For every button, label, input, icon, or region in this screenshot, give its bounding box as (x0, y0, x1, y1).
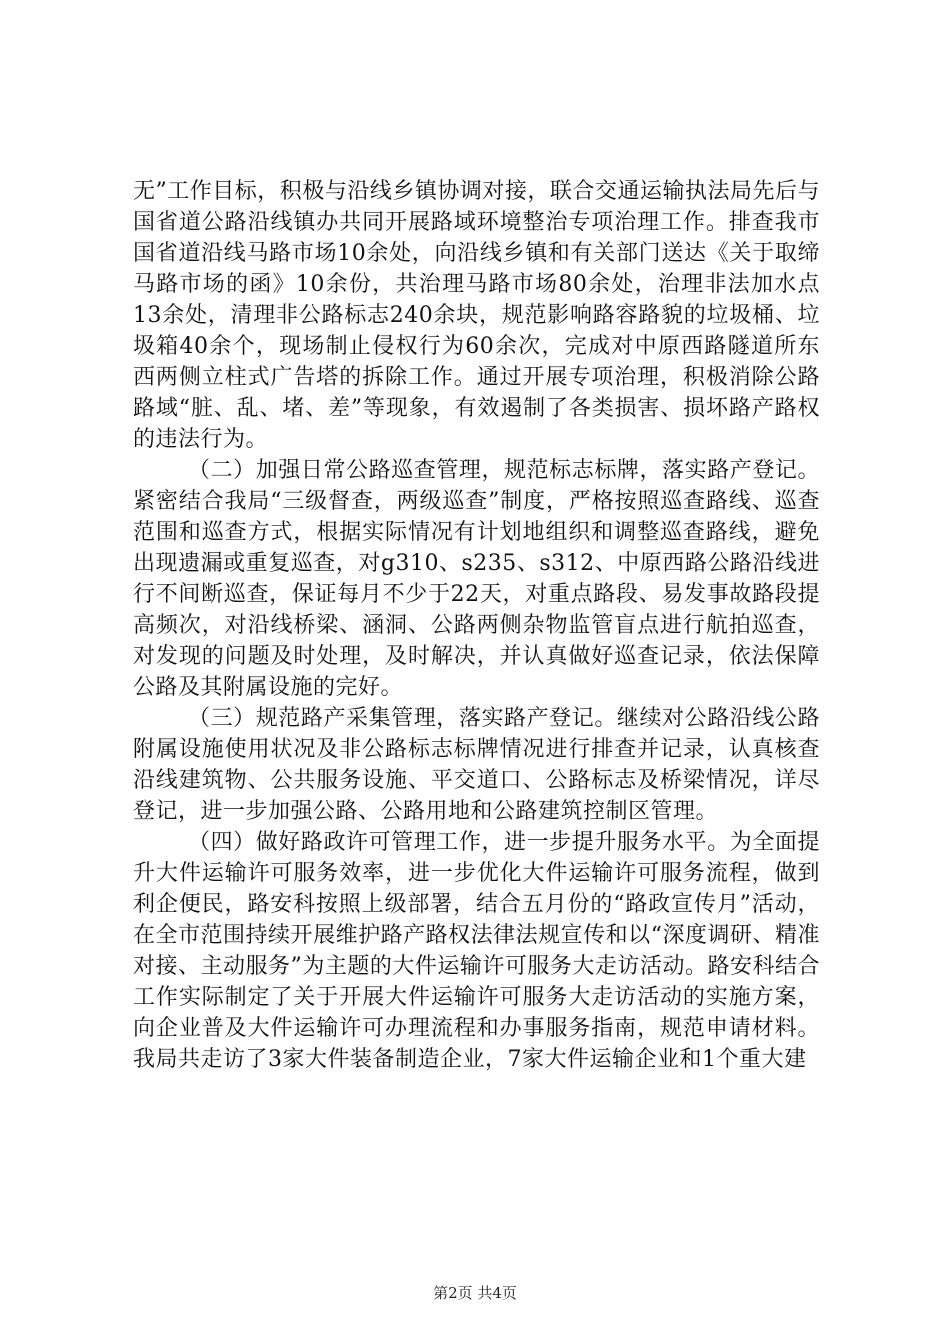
page-footer: 第2页 共4页 (433, 1284, 517, 1302)
paragraph-section-2: （二）加强日常公路巡查管理，规范标志标牌，落实路产登记。紧密结合我局“三级督查，两级巡查”制度，严格按照巡查路线、巡查范围和巡查方式，根据实际情况有计划地组织和调整巡查路线，避免出现遗漏或重复巡查，对g310、s235、s312、中原西路公路沿线进行不间断巡查，保证每月不少于22天，对重点路段、易发事故路段提高频次，对沿线桥梁、涵洞、公路两侧杂物监管盲点进行航拍巡查，对发现的问题及时处理，及时解决，并认真做好巡查记录，依法保障公路及其附属设施的完好。 (133, 458, 820, 700)
paragraph-section-3: （三）规范路产采集管理，落实路产登记。继续对公路沿线公路附属设施使用状况及非公路标志标牌情况进行排查并记录，认真核查沿线建筑物、公共服务设施、平交道口、公路标志及桥梁情况，详尽登记，进一步加强公路、公路用地和公路建筑控制区管理。 (133, 706, 820, 824)
paragraph-section-4: （四）做好路政许可管理工作，进一步提升服务水平。为全面提升大件运输许可服务效率，进一步优化大件运输许可服务流程，做到利企便民，路安科按照上级部署，结合五月份的“路政宣传月”活动，在全市范围持续开展维护路产路权法律法规宣传和以“深度调研、精准对接、主动服务”为主题的大件运输许可服务大走访活动。路安科结合工作实际制定了关于开展大件运输许可服务大走访活动的实施方案，向企业普及大件运输许可办理流程和办事服务指南，规范申请材料。我局共走访了3家大件装备制造企业，7家大件运输企业和1个重大建 (133, 830, 820, 1072)
paragraph-continuation: 无”工作目标，积极与沿线乡镇协调对接，联合交通运输执法局先后与国省道公路沿线镇办共同开展路域环境整治专项治理工作。排查我市国省道沿线马路市场10余处，向沿线乡镇和有关部门送达《关于取缔马路市场的函》10余份，共治理马路市场80余处，治理非法加水点13余处，清理非公路标志240余块，规范影响路容路貌的垃圾桶、垃圾箱40余个，现场制止侵权行为60余次，完成对中原西路隧道所东西两侧立柱式广告塔的拆除工作。通过开展专项治理，积极消除公路路域“脏、乱、堵、差”等现象，有效遏制了各类损害、损坏路产路权的违法行为。 (133, 179, 820, 452)
document-body (133, 176, 820, 1075)
